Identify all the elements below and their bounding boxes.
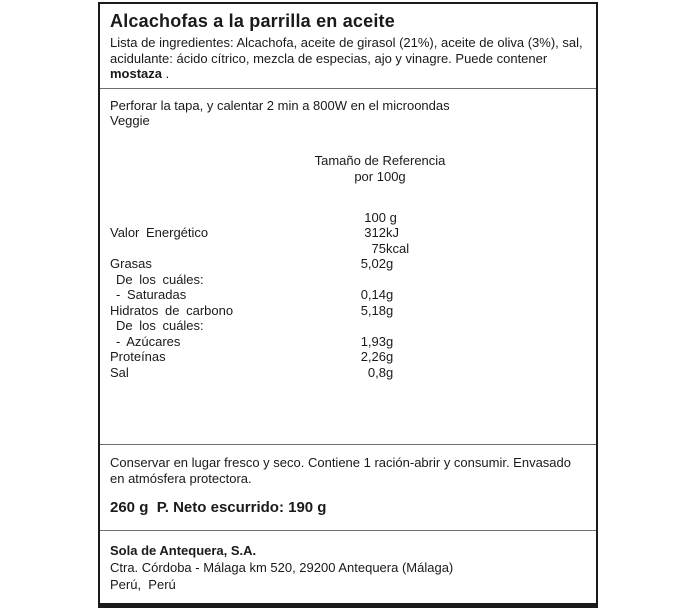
nutrition-header — [240, 153, 520, 186]
nutrition-row — [110, 272, 586, 288]
allergen-mostaza: mostaza — [110, 66, 163, 81]
nutrient-label: De los cuáles: — [116, 318, 204, 333]
manufacturer-name: Sola de Antequera, S.A. — [110, 543, 257, 558]
nutrition-header-line2: por 100g — [354, 169, 406, 184]
nutrient-value: 0,14 — [360, 287, 386, 302]
nutrient-unit: g — [386, 302, 394, 318]
nutrient-value: 75 — [371, 240, 386, 256]
nutrient-unit: g — [386, 333, 394, 349]
nutrition-row — [110, 318, 586, 334]
nutrient-label: Proteínas — [110, 349, 166, 364]
nutrient-value: 5,02 — [360, 256, 386, 271]
nutrition-row — [110, 256, 586, 272]
nutrient-value: 1,93 — [360, 333, 386, 349]
nutrient-value: 0,8 — [367, 364, 386, 380]
nutrient-unit: kcal — [386, 240, 410, 256]
section-divider — [100, 444, 596, 445]
storage-instructions: Conservar en lugar fresco y seco. Contiene 1 ración-abrir y consumir. Envasado en atmósfera protectora. — [110, 455, 571, 486]
nutrition-row — [110, 365, 586, 381]
nutrient-label: - Azúcares — [116, 333, 181, 349]
nutrient-label: Sal — [110, 364, 129, 380]
nutrition-table — [110, 210, 586, 381]
ingredients-list: Lista de ingredientes: Alcachofa, aceite de girasol (21%), aceite de oliva (3%), sal, acidulante: ácido cítrico, mezcla de especias, ajo y vinagre. Puede contener — [110, 35, 583, 66]
manufacturer-address: Ctra. Córdoba - Málaga km 520, 29200 Antequera (Málaga) — [110, 560, 454, 575]
ingredients-text — [110, 35, 586, 82]
heating-instructions: Perforar la tapa, y calentar 2 min a 800W en el microondas — [110, 97, 450, 113]
diet-label: Veggie — [110, 113, 150, 128]
nutrient-label: De los cuáles: — [116, 271, 204, 287]
nutrient-label: Valor Energético — [110, 225, 209, 240]
nutrition-row — [110, 225, 586, 241]
nutrient-label: - Saturadas — [116, 287, 187, 302]
nutrient-unit: g — [386, 287, 394, 302]
product-title: Alcachofas a la parrilla en aceite — [110, 11, 395, 31]
section-divider — [100, 530, 596, 531]
nutrition-row — [110, 287, 586, 303]
nutrition-row — [110, 334, 586, 350]
nutrition-row — [110, 241, 586, 257]
nutrient-value: 2,26 — [360, 349, 386, 364]
section-divider — [100, 88, 596, 89]
nutrient-value: 100 — [364, 209, 386, 225]
nutrient-unit: kJ — [386, 225, 399, 240]
nutrition-row — [110, 349, 586, 365]
nutrition-row — [110, 210, 586, 226]
nutrient-unit: g — [386, 364, 394, 380]
product-label-box — [98, 2, 598, 608]
nutrition-row — [110, 303, 586, 319]
ingredients-suffix: . — [162, 66, 170, 81]
nutrient-label: Hidratos de carbono — [110, 302, 234, 318]
nutrient-unit: g — [386, 349, 394, 364]
nutrient-label: Grasas — [110, 256, 152, 271]
nutrient-unit: g — [386, 209, 397, 225]
nutrition-header-line1: Tamaño de Referencia — [314, 152, 446, 168]
manufacturer-country: Perú, Perú — [110, 577, 176, 592]
nutrient-unit: g — [386, 256, 394, 271]
net-weight: 260 g P. Neto escurrido: 190 g — [110, 499, 327, 516]
nutrient-value: 312 — [364, 225, 386, 240]
nutrient-value: 5,18 — [360, 302, 386, 318]
